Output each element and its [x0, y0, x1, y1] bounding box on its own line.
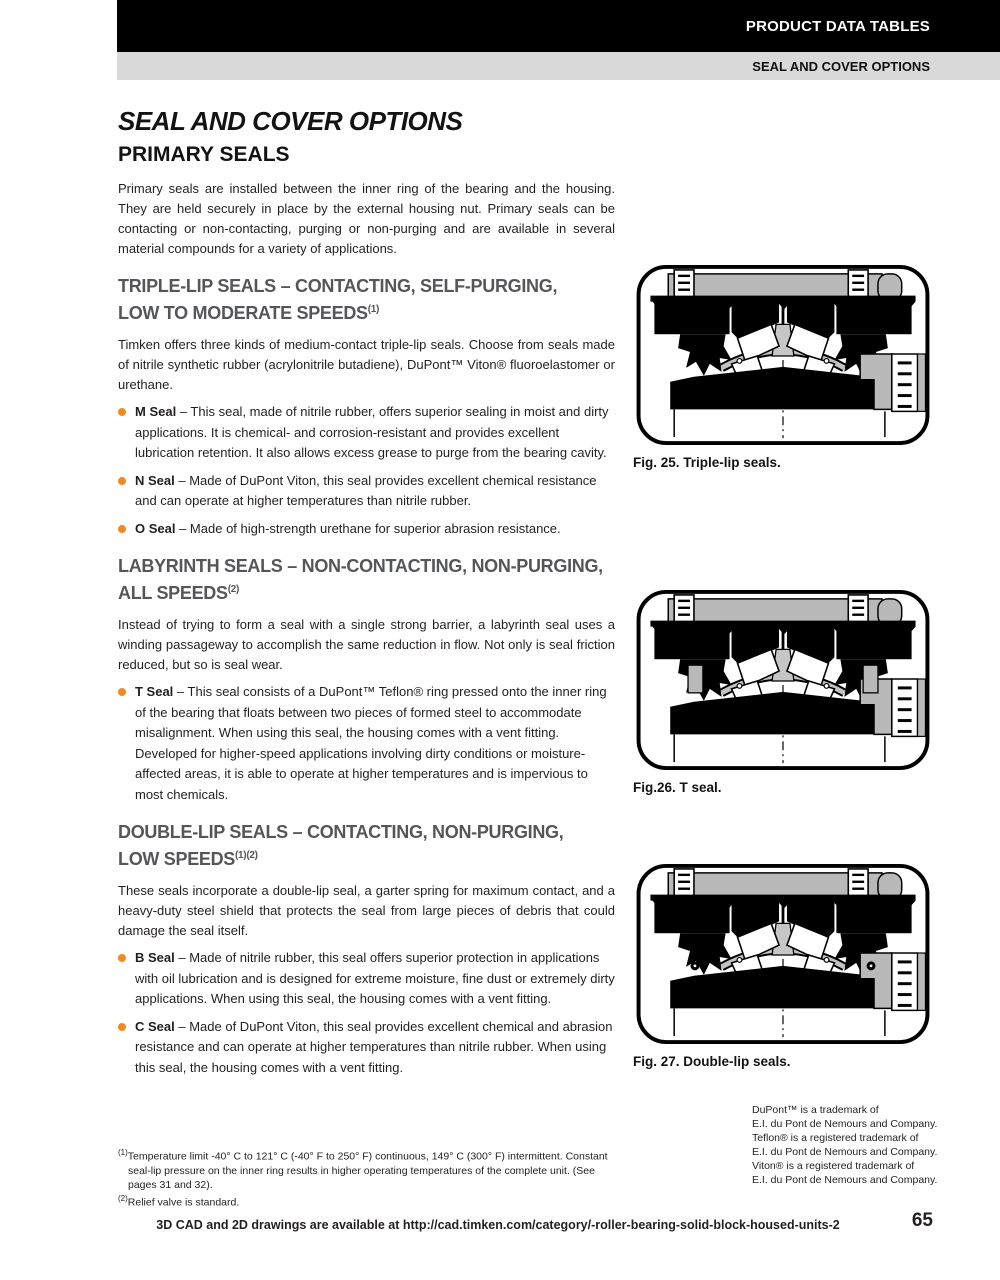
section-heading-line1: TRIPLE-LIP SEALS – CONTACTING, SELF-PURGING,	[118, 276, 558, 296]
list-item-m-seal	[118, 402, 615, 464]
section-paragraph: These seals incorporate a double-lip seal, a garter spring for maximum contact, and a heavy-duty steel shield that protects the seal from large pieces of debris that could damage the seal itself.	[118, 883, 615, 938]
trademark-notice	[752, 1103, 937, 1187]
seal-term: B Seal	[135, 950, 175, 965]
bullet-dot-icon	[118, 954, 126, 962]
intro-paragraph: Primary seals are installed between the inner ring of the bearing and the housing. They are held securely in place by the external housing nut. Primary seals can be contacting or non-contacting, purging or non-purging and are available in several material compounds for a variety of applications.	[118, 181, 615, 256]
seal-description: – Made of DuPont Viton, this seal provides excellent chemical and abrasion resistance and can operate at higher temperatures than nitrile rubber. When using this seal, the housing comes with a vent fitting.	[135, 1018, 613, 1075]
list-item-c-seal	[118, 1017, 615, 1079]
trademark-line: DuPont™ is a trademark of	[752, 1104, 879, 1116]
bullet-dot-icon	[118, 688, 126, 696]
footnote-2	[118, 1192, 623, 1210]
header-band	[117, 0, 1000, 52]
bullet-list	[118, 948, 615, 1078]
seal-term: M Seal	[135, 404, 177, 419]
page-title: SEAL AND COVER OPTIONS	[118, 106, 463, 136]
section-heading-line1: LABYRINTH SEALS – NON-CONTACTING, NON-PURGING,	[118, 556, 603, 576]
section-heading-line2: LOW TO MODERATE SPEEDS	[118, 303, 368, 323]
section-double-lip-seals	[118, 821, 615, 1078]
seal-description: – Made of DuPont Viton, this seal provides excellent chemical resistance and can operate at higher temperatures than nitrile rubber.	[135, 472, 597, 508]
list-item-o-seal	[118, 519, 615, 540]
section-heading-line2: LOW SPEEDS	[118, 849, 236, 869]
footnote-text: Temperature limit -40° C to 121° C (-40° F to 250° F) continuous, 149° C (300° F) intermittent. Constant seal-lip pressure on the inner ring results in higher operating temperatures of the complete unit. (See pages 31 and 32).	[127, 1150, 608, 1191]
seal-description: – This seal consists of a DuPont™ Teflon® ring pressed onto the inner ring of the bearing that floats between two pieces of formed steel to accommodate misalignment. When using this seal, the housing comes with a vent fitting. Developed for higher-speed applications involving dirty conditions or moisture-affected areas, it is able to operate at higher temperatures and is impervious to most chemicals.	[135, 684, 607, 802]
seal-description: – Made of high-strength urethane for superior abrasion resistance.	[179, 520, 561, 536]
figure-caption: Fig. 25. Triple-lip seals.	[633, 455, 781, 470]
footnote-1	[118, 1146, 623, 1192]
seal-term: T Seal	[135, 684, 174, 699]
trademark-line: E.I. du Pont de Nemours and Company.	[752, 1174, 938, 1186]
section-labyrinth-seals	[118, 555, 615, 805]
section-heading	[118, 275, 615, 325]
bearing-cross-section-drawing	[633, 862, 933, 1046]
section-heading	[118, 821, 615, 871]
trademark-line: Teflon® is a registered trademark of	[752, 1132, 919, 1144]
section-heading	[118, 555, 615, 605]
page-number: 65	[911, 1210, 933, 1231]
footnote-marker: (1)	[118, 1148, 128, 1157]
footnote-marker: (2)	[118, 1193, 128, 1203]
section-paragraph: Instead of trying to form a seal with a single strong barrier, a labyrinth seal uses a winding passageway to accomplish the same reduction in flow. Not only is seal friction reduced, but so is seal wear.	[118, 617, 615, 672]
section-heading-footnote-ref: (1)(2)	[235, 850, 258, 861]
section-paragraph: Timken offers three kinds of medium-contact triple-lip seals. Choose from seals made of nitrile synthetic rubber (acrylonitrile butadiene), DuPont™ Viton® fluoroelastomer or urethane.	[118, 337, 615, 392]
trademark-line: Viton® is a registered trademark of	[752, 1160, 915, 1172]
figure-caption: Fig. 27. Double-lip seals.	[633, 1054, 791, 1069]
footnote-text: Relief valve is standard.	[127, 1196, 240, 1208]
list-item-n-seal	[118, 471, 615, 512]
list-item-t-seal	[118, 682, 615, 805]
figure-t-seal	[633, 588, 933, 795]
trademark-line: E.I. du Pont de Nemours and Company.	[752, 1146, 938, 1158]
bullet-dot-icon	[118, 525, 126, 533]
section-triple-lip-seals	[118, 275, 615, 539]
figure-triple-lip-seals	[633, 263, 933, 470]
list-item-b-seal	[118, 948, 615, 1010]
section-heading-footnote-ref: (1)	[367, 304, 380, 315]
sub-header-band	[117, 52, 1000, 80]
bullet-list	[118, 402, 615, 539]
bullet-dot-icon	[118, 408, 126, 416]
section-heading-line2: ALL SPEEDS	[118, 583, 228, 603]
bullet-dot-icon	[118, 477, 126, 485]
bearing-cross-section-drawing	[633, 588, 933, 772]
trademark-line: E.I. du Pont de Nemours and Company.	[752, 1118, 938, 1130]
section-heading-line1: DOUBLE-LIP SEALS – CONTACTING, NON-PURGING,	[118, 822, 564, 842]
footnotes	[118, 1146, 623, 1209]
footer-cad-notice: 3D CAD and 2D drawings are available at http://cad.timken.com/category/-roller-bearing-solid-block-housed-units-2	[156, 1218, 840, 1232]
header-band-label: PRODUCT DATA TABLES	[745, 17, 930, 35]
seal-term: C Seal	[135, 1018, 175, 1034]
seal-description: – This seal, made of nitrile rubber, offers superior sealing in moist and dirty applications. It is chemical- and corrosion-resistant and provides excellent lubrication retention. It also allows excess grease to purge from the bearing cavity.	[135, 404, 609, 460]
section-heading-footnote-ref: (2)	[227, 584, 240, 595]
seal-description: – Made of nitrile rubber, this seal offers superior protection in applications with oil lubrication and is designed for extreme moisture, fine dust or extremely dirty applications. When using this seal, the housing comes with a vent fitting.	[135, 950, 615, 1006]
main-text-column	[118, 106, 615, 1085]
sub-header-band-label: SEAL AND COVER OPTIONS	[752, 58, 930, 74]
page-subtitle: PRIMARY SEALS	[118, 143, 290, 166]
seal-term: N Seal	[135, 472, 175, 488]
seal-term: O Seal	[135, 520, 176, 536]
figure-caption: Fig.26. T seal.	[633, 780, 722, 795]
bullet-dot-icon	[118, 1023, 126, 1031]
bullet-list	[118, 682, 615, 805]
bearing-cross-section-drawing	[633, 263, 933, 447]
figure-double-lip-seals	[633, 862, 933, 1069]
